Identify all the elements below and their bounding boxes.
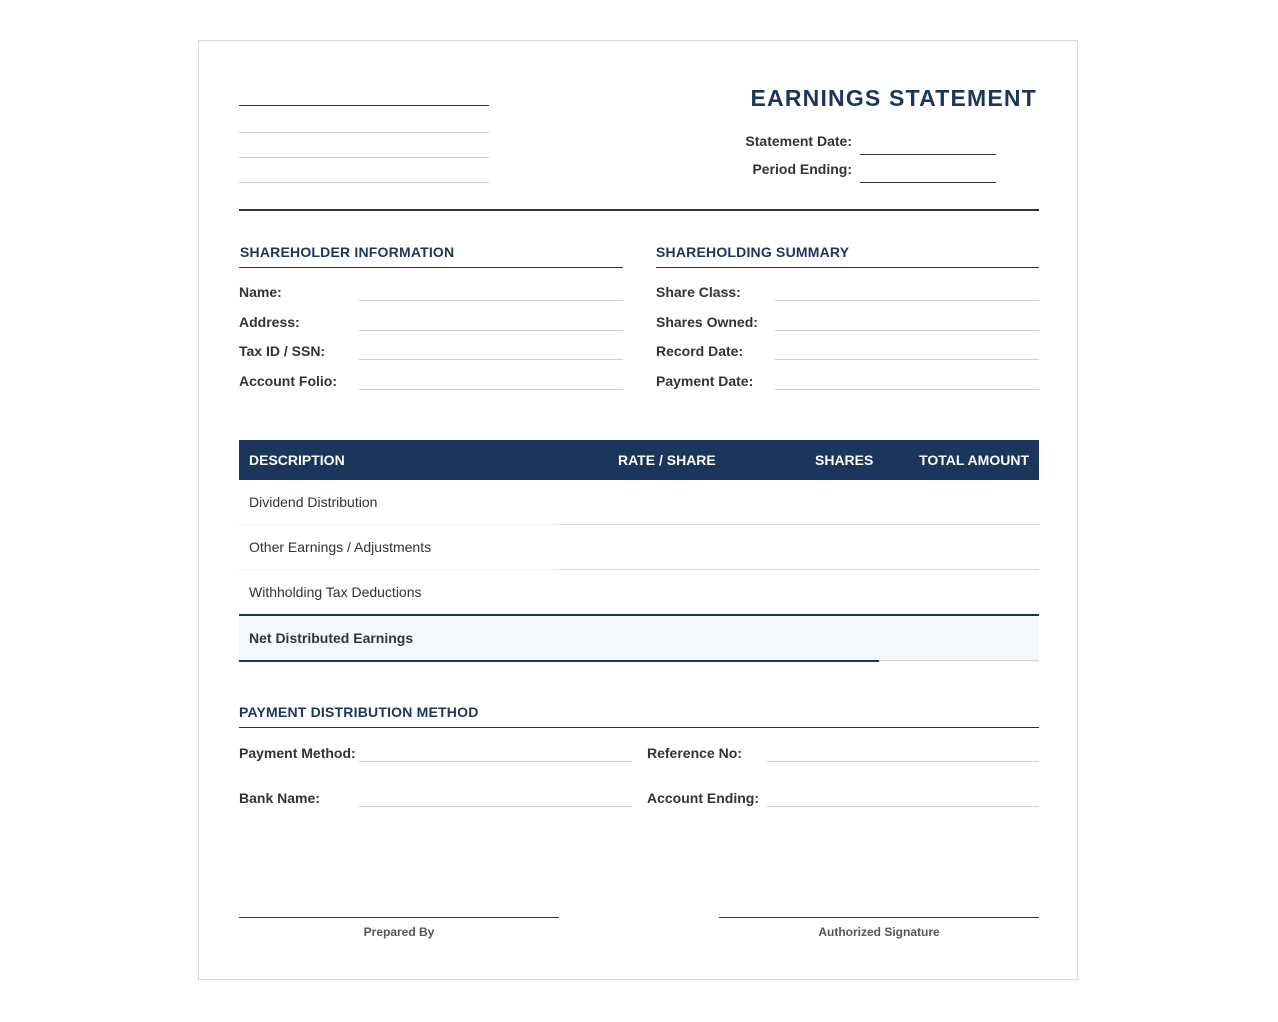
- table-row: [239, 570, 1039, 615]
- col-rate-per-share: RATE / SHARE: [618, 452, 716, 468]
- shareholder-folio-label: Account Folio:: [239, 373, 337, 389]
- earnings-statement-sheet: [198, 40, 1078, 980]
- account-ending-label: Account Ending:: [647, 790, 759, 806]
- company-address-blank-2[interactable]: [239, 157, 489, 158]
- payment-method-rule: [239, 727, 1039, 728]
- header-divider: [239, 209, 1039, 211]
- shares-owned-blank[interactable]: [775, 330, 1039, 331]
- company-name-blank[interactable]: [239, 105, 489, 106]
- payment-method-title: PAYMENT DISTRIBUTION METHOD: [239, 704, 479, 720]
- share-class-blank[interactable]: [775, 300, 1039, 301]
- reference-no-label: Reference No:: [647, 745, 742, 761]
- net-earnings-row: [239, 614, 1039, 662]
- shareholder-name-label: Name:: [239, 284, 282, 300]
- shareholder-address-label: Address:: [239, 314, 300, 330]
- shareholding-summary-rule: [656, 267, 1039, 268]
- col-description: DESCRIPTION: [249, 452, 345, 468]
- table-row: [239, 525, 1039, 570]
- shareholder-info-rule: [239, 267, 623, 268]
- shareholding-summary-title: SHAREHOLDING SUMMARY: [656, 244, 850, 260]
- share-class-label: Share Class:: [656, 284, 741, 300]
- payment-method-blank[interactable]: [359, 761, 632, 762]
- shareholder-address-blank[interactable]: [359, 330, 623, 331]
- net-row-bottom-rule: [239, 660, 879, 662]
- payment-date-label: Payment Date:: [656, 373, 754, 389]
- bank-name-label: Bank Name:: [239, 790, 320, 806]
- shareholder-info-title: SHAREHOLDER INFORMATION: [240, 244, 455, 260]
- row-description: Other Earnings / Adjustments: [249, 539, 432, 555]
- earnings-table-header: [239, 440, 1039, 480]
- bank-name-blank[interactable]: [359, 806, 632, 807]
- shareholder-taxid-label: Tax ID / SSN:: [239, 343, 326, 359]
- shares-owned-label: Shares Owned:: [656, 314, 758, 330]
- shareholder-folio-blank[interactable]: [359, 389, 623, 390]
- authorized-signature-label: Authorized Signature: [818, 925, 940, 939]
- prepared-by-signature-line[interactable]: [239, 917, 559, 918]
- row-description: Withholding Tax Deductions: [249, 584, 422, 600]
- period-ending-label: Period Ending:: [752, 161, 852, 177]
- account-ending-blank[interactable]: [767, 806, 1039, 807]
- shareholder-taxid-blank[interactable]: [359, 359, 623, 360]
- authorized-signature-line[interactable]: [719, 917, 1039, 918]
- statement-date-blank[interactable]: [860, 154, 996, 155]
- row-description: Dividend Distribution: [249, 494, 378, 510]
- col-total-amount: TOTAL AMOUNT: [919, 452, 1029, 468]
- record-date-label: Record Date:: [656, 343, 744, 359]
- shareholder-name-blank[interactable]: [359, 300, 623, 301]
- record-date-blank[interactable]: [775, 359, 1039, 360]
- company-address-blank-3[interactable]: [239, 182, 489, 183]
- document-title: EARNINGS STATEMENT: [750, 85, 1037, 111]
- table-row: [239, 480, 1039, 525]
- period-ending-blank[interactable]: [860, 182, 996, 183]
- reference-no-blank[interactable]: [767, 761, 1039, 762]
- net-earnings-label: Net Distributed Earnings: [249, 630, 414, 646]
- net-row-bottom-rule-light: [879, 660, 1039, 661]
- col-shares: SHARES: [815, 452, 874, 468]
- payment-method-label: Payment Method:: [239, 745, 356, 761]
- company-address-blank-1[interactable]: [239, 132, 489, 133]
- payment-date-blank[interactable]: [775, 389, 1039, 390]
- statement-date-label: Statement Date:: [745, 133, 852, 149]
- prepared-by-label: Prepared By: [363, 925, 435, 939]
